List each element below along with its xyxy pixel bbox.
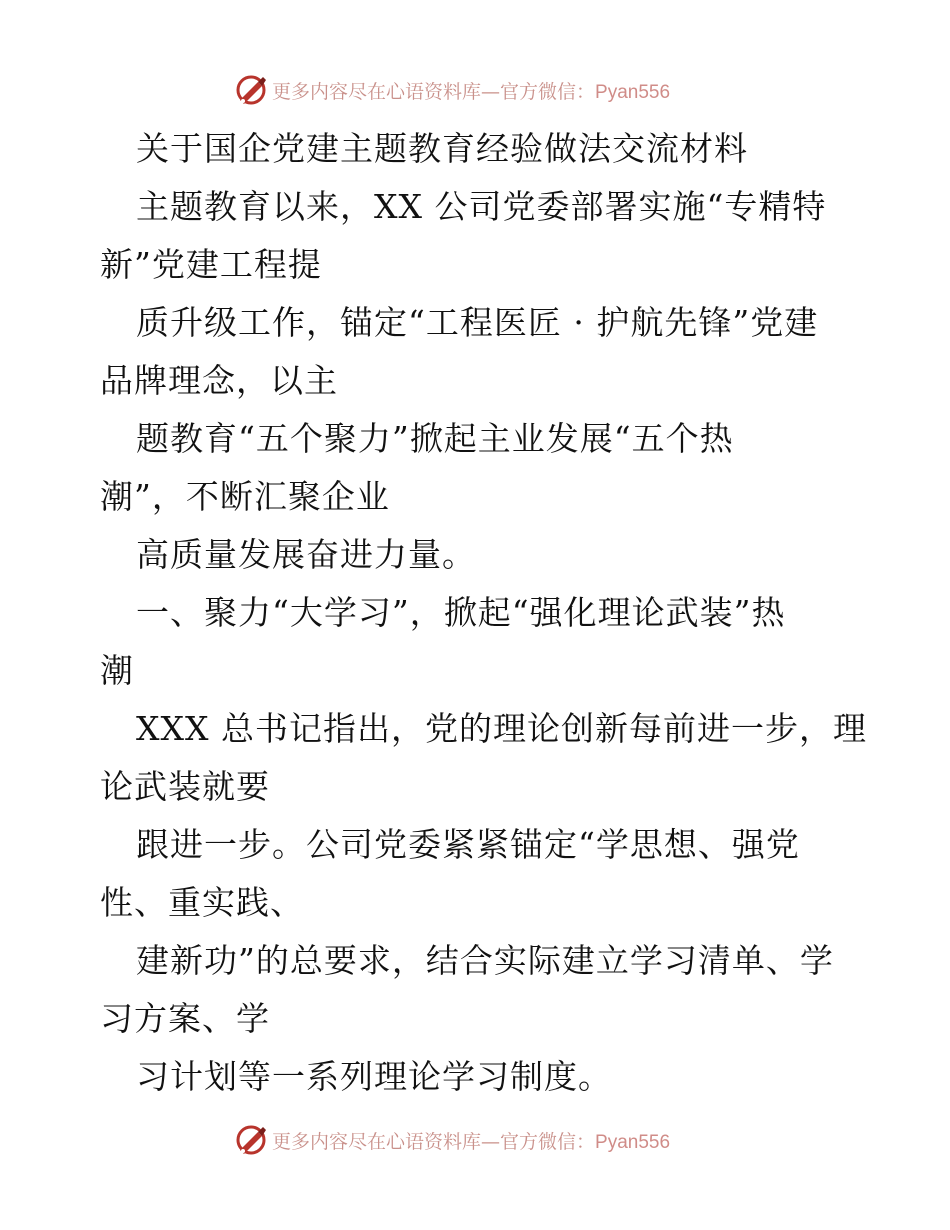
- watermark-wechat-id: Pyan556: [595, 81, 671, 103]
- text-line: 跟进一步。公司党委紧紧锚定“学思想、强党: [136, 825, 800, 864]
- text-line: XXX 总书记指出，党的理论创新每前进一步，理: [136, 709, 867, 748]
- watermark-label: 更多内容尽在心语资料库—官方微信：: [272, 80, 596, 103]
- pen-logo-icon: [234, 1123, 268, 1157]
- watermark-text: [272, 77, 670, 104]
- text-line: 习方案、学: [100, 999, 270, 1038]
- watermark-wechat-id: Pyan556: [595, 1131, 671, 1153]
- document-title: 关于国企党建主题教育经验做法交流材料: [136, 129, 748, 168]
- text-line: 论武装就要: [100, 767, 270, 806]
- text-line: 质升级工作，锚定“工程医匠 · 护航先锋”党建: [136, 303, 819, 342]
- text-line: 品牌理念，以主: [100, 361, 338, 400]
- header-watermark: [234, 73, 670, 107]
- text-line: 新”党建工程提: [100, 245, 322, 284]
- watermark-label: 更多内容尽在心语资料库—官方微信：: [272, 1130, 596, 1153]
- pen-logo-icon: [234, 73, 268, 107]
- text-line: 习计划等一系列理论学习制度。: [136, 1057, 612, 1096]
- section-heading-continued: 潮: [100, 651, 134, 690]
- footer-watermark: [234, 1123, 670, 1157]
- watermark-text: [272, 1127, 670, 1154]
- text-line: 建新功”的总要求，结合实际建立学习清单、学: [136, 941, 834, 980]
- text-line: 性、重实践、: [100, 883, 304, 922]
- section-heading: 一、聚力“大学习”，掀起“强化理论武装”热: [136, 593, 786, 632]
- text-line: 题教育“五个聚力”掀起主业发展“五个热: [136, 419, 734, 458]
- text-line: 高质量发展奋进力量。: [136, 535, 476, 574]
- text-line: 潮”，不断汇聚企业: [100, 477, 390, 516]
- text-line: 主题教育以来，XX 公司党委部署实施“专精特: [136, 187, 827, 226]
